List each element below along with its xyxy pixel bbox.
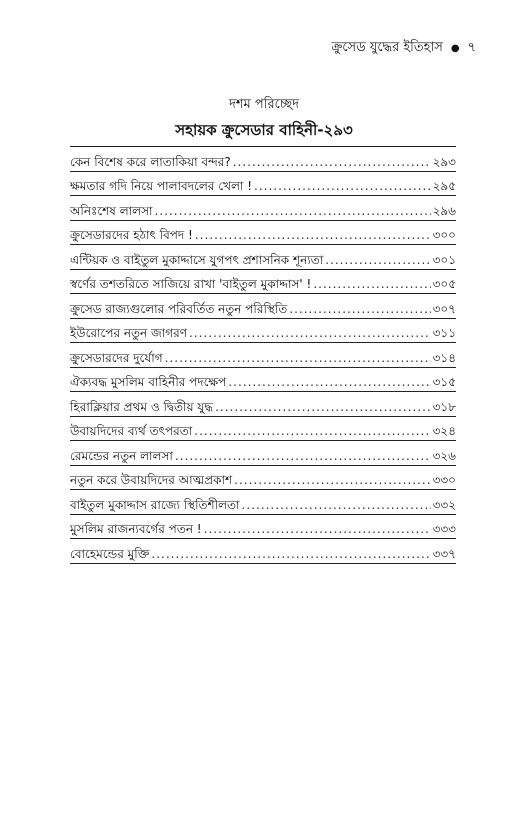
toc-leader-dots [228,376,430,388]
toc-leader-dots [254,180,431,192]
toc-entry-title: হিরাক্লিয়ার প্রথম ও দ্বিতীয় যুদ্ধ [70,399,214,414]
toc-entry-title: ক্রুসেডারদের দুর্যোগ [70,350,163,365]
chapter-label: দশম পরিচ্ছেদ [229,97,299,112]
toc-leader-dots [325,254,430,266]
toc-entry-page: ২৯৬ [432,203,456,218]
toc-entry [70,392,456,417]
toc-entry [70,270,456,295]
toc-entry [70,294,456,319]
toc-entry-title: অনিঃশেষ লালসা [70,203,153,218]
page-number: ৭ [467,40,476,55]
toc-entry-page: ৩১৫ [432,375,456,389]
toc-entry [70,490,456,515]
toc-entry-page: ৩১৪ [432,350,456,365]
toc-entry [70,343,456,368]
toc-entry-page: ৩২৪ [432,424,456,438]
toc-entry-title: ক্রুসেড রাজ্যগুলোর পরিবর্তিত নতুন পরিস্থিতি [70,301,288,316]
toc-entry [70,515,456,540]
table-of-contents [70,146,456,564]
toc-entry-title: কেন বিশেষ করে লাতাকিয়া বন্দর? [70,154,231,169]
toc-entry-page: ৩৩২ [432,497,456,512]
running-header [331,38,476,59]
toc-leader-dots [204,523,431,535]
toc-entry-page: ২৯৫ [432,179,456,193]
toc-entry-title: এন্টিয়ক ও বাইতুল মুকাদ্দাসে যুগপৎ প্রশাসনিক শূন্যতা [70,252,324,267]
toc-entry-title: ক্ষমতার গদি নিয়ে পালাবদলের খেলা ! [70,179,253,193]
toc-entry-page: ৩০১ [432,252,456,267]
toc-leader-dots [194,425,430,437]
toc-leader-dots [313,278,430,290]
toc-entry-title: বাইতুল মুকাদ্দাস রাজ্যে স্থিতিশীলতা [70,497,240,512]
toc-leader-dots [234,474,430,486]
toc-entry [70,196,456,221]
toc-entry-title: মুসলিম রাজন্যবর্গের পতন ! [70,522,202,536]
toc-entry [70,539,456,564]
bullet-separator: ● [450,43,460,54]
toc-entry [70,368,456,393]
toc-entry-title: রেমন্ডের নতুন লালসা [70,448,173,463]
toc-entry-page: ৩০০ [432,228,456,242]
toc-leader-dots [151,548,430,560]
toc-entry-title: ঐক্যবদ্ধ মুসলিম বাহিনীর পদক্ষেপ [70,375,227,389]
toc-leader-dots [165,352,431,364]
toc-entry [70,172,456,197]
toc-entry-page: ২৯৩ [432,154,456,169]
toc-entry-title: উবায়দিদের ব্যর্থ তৎপরতা [70,424,193,438]
toc-leader-dots [175,450,431,462]
chapter-title: সহায়ক ক্রুসেডার বাহিনী-২৯৩ [175,121,353,139]
toc-entry [70,417,456,442]
toc-leader-dots [215,401,431,413]
toc-entry [70,221,456,246]
toc-leader-dots [189,327,431,339]
toc-entry [70,319,456,344]
toc-entry-page: ৩৩০ [432,473,456,487]
toc-entry-page: ৩২৬ [432,448,456,463]
toc-entry-page: ৩০৭ [432,301,456,316]
toc-leader-dots [233,156,431,168]
toc-entry-page: ৩৩৩ [432,522,456,536]
toc-entry-title: স্বর্ণের তশতরিতে সাজিয়ে রাখা 'বাইতুল মুকাদ্দাস' ! [70,277,312,291]
toc-leader-dots [195,229,431,241]
toc-entry-title: ইউরোপের নতুন জাগরণ [70,326,187,340]
toc-leader-dots [155,205,431,217]
toc-leader-dots [242,499,431,511]
toc-leader-dots [289,303,430,315]
toc-entry [70,466,456,491]
toc-entry-page: ৩৩৭ [432,546,456,561]
toc-entry-title: বোহেমন্ডের মুক্তি [70,546,150,561]
running-title: ক্রুসেড যুদ্ধের ইতিহাস [331,40,443,55]
toc-entry-title: ক্রুসেডারদের হঠাৎ বিপদ ! [70,228,193,242]
toc-entry-page: ৩১৮ [432,399,456,414]
toc-entry-page: ৩০৫ [432,277,456,291]
toc-entry [70,441,456,466]
toc-entry [70,245,456,270]
toc-entry-page: ৩১১ [432,326,456,340]
toc-entry [70,147,456,172]
toc-entry-title: নতুন করে উবায়দিদের আত্মপ্রকাশ [70,473,233,487]
